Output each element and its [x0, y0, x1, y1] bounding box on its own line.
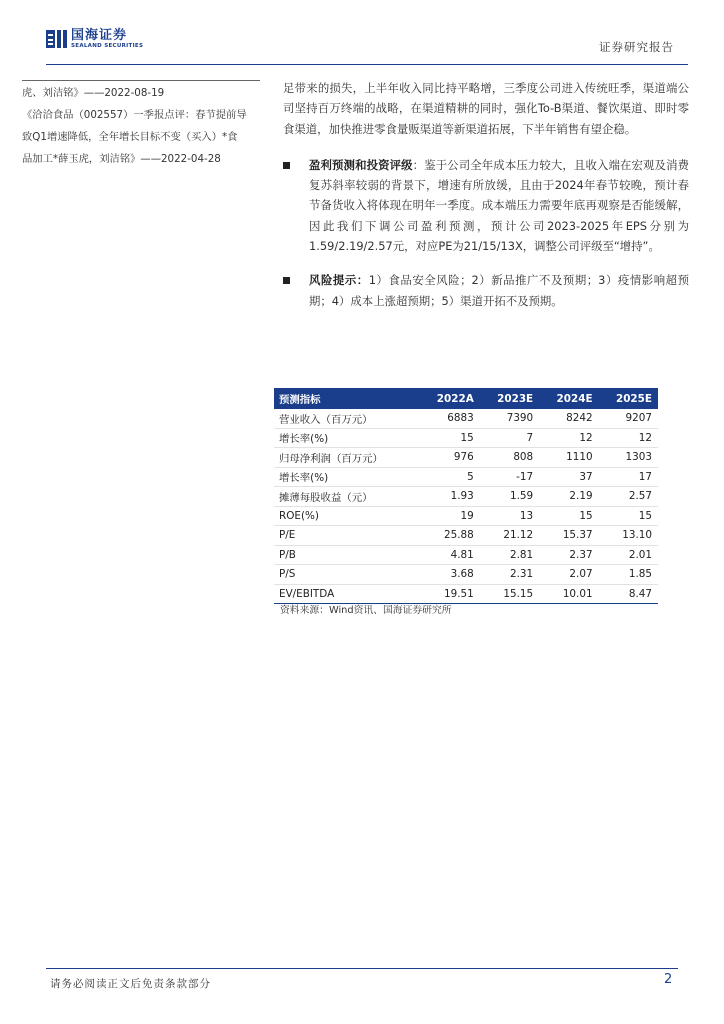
value-cell: 13	[480, 506, 539, 526]
value-cell: 1.93	[419, 487, 480, 507]
disclaimer-notice: 请务必阅读正文后免责条款部分	[50, 978, 211, 990]
value-cell: 15	[539, 506, 598, 526]
value-cell: 9207	[599, 409, 658, 428]
main-content	[283, 78, 689, 311]
table-row	[274, 448, 658, 468]
row-label-cell: P/S	[274, 565, 419, 585]
value-cell: 15	[599, 506, 658, 526]
column-header: 2022A	[419, 388, 480, 409]
column-header: 预测指标	[274, 388, 419, 409]
value-cell: 1.85	[599, 565, 658, 585]
value-cell: 2.01	[599, 545, 658, 565]
forecast-bullet	[283, 155, 689, 256]
table-row	[274, 545, 658, 565]
column-header: 2024E	[539, 388, 598, 409]
risk-text: 1）食品安全风险；2）新品推广不及预期；3）疫情影响超预期；4）成本上涨超预期；5）渠道开拓不及预期。	[309, 273, 689, 308]
value-cell: 12	[599, 428, 658, 448]
value-cell: 2.19	[539, 487, 598, 507]
column-header: 2023E	[480, 388, 539, 409]
value-cell: 17	[599, 467, 658, 487]
row-label-cell: 摊薄每股收益（元）	[274, 487, 419, 507]
value-cell: 25.88	[419, 526, 480, 546]
value-cell: 8242	[539, 409, 598, 428]
logo-name-cn: 国海证券	[71, 28, 128, 43]
value-cell: 7	[480, 428, 539, 448]
value-cell: 12	[539, 428, 598, 448]
page-header	[46, 26, 688, 66]
value-cell: 15	[419, 428, 480, 448]
risk-label: 风险提示：	[309, 273, 369, 288]
related-reports-sidebar	[22, 80, 262, 169]
value-cell: -17	[480, 467, 539, 487]
value-cell: 21.12	[480, 526, 539, 546]
forecast-text: ：鉴于公司全年成本压力较大，且收入端在宏观及消费复苏斜率较弱的背景下，增速有所放缓，且由于2024年春节较晚，预计春节备货收入将体现在明年一季度。成本端压力需要年底再观察是否能缓解，因此我们下调公司盈利预测，预计公司2023-2025年EPS分别为1.59/2.19/2.57元，对应PE为21/15/13X，调整公司评级至“增持”。	[309, 157, 689, 254]
sealand-logo-icon	[46, 28, 68, 50]
table-row	[274, 487, 658, 507]
report-type-label: 证券研究报告	[599, 40, 674, 54]
value-cell: 15.15	[480, 584, 539, 604]
value-cell: 2.57	[599, 487, 658, 507]
value-cell: 5	[419, 467, 480, 487]
row-label-cell: P/B	[274, 545, 419, 565]
value-cell: 37	[539, 467, 598, 487]
bullet-square-icon	[283, 277, 290, 284]
logo-name-en: SEALAND SECURITIES	[71, 43, 144, 49]
table-row	[274, 565, 658, 585]
table-row	[274, 526, 658, 546]
related-report-line: 《洽洽食品（002557）一季报点评：春节提前导	[22, 109, 247, 121]
value-cell: 19.51	[419, 584, 480, 604]
row-label-cell: ROE(%)	[274, 506, 419, 526]
forecast-label: 盈利预测和投资评级	[309, 157, 413, 172]
row-label-cell: 归母净利润（百万元）	[274, 448, 419, 468]
value-cell: 1.59	[480, 487, 539, 507]
table-row	[274, 467, 658, 487]
sidebar-divider	[22, 80, 260, 81]
page-number: 2	[664, 972, 673, 987]
value-cell: 19	[419, 506, 480, 526]
value-cell: 7390	[480, 409, 539, 428]
table-source-note: 资料来源：Wind资讯、国海证券研究所	[280, 605, 452, 616]
value-cell: 2.31	[480, 565, 539, 585]
row-label-cell: 增长率(%)	[274, 467, 419, 487]
risk-bullet	[283, 270, 689, 311]
row-label-cell: 营业收入（百万元）	[274, 409, 419, 428]
value-cell: 2.81	[480, 545, 539, 565]
row-label-cell: P/E	[274, 526, 419, 546]
value-cell: 10.01	[539, 584, 598, 604]
related-report-line: 致Q1增速降低，全年增长目标不变（买入）*食	[22, 131, 238, 143]
related-report-line: 品加工*薛玉虎，刘洁铭》——2022-04-28	[22, 153, 221, 165]
value-cell: 1110	[539, 448, 598, 468]
value-cell: 6883	[419, 409, 480, 428]
footer-divider	[46, 968, 678, 969]
header-divider	[46, 64, 688, 65]
related-report-line: 虎、刘洁铭》——2022-08-19	[22, 87, 165, 99]
bullet-square-icon	[283, 162, 290, 169]
summary-paragraph: 足带来的损失，上半年收入同比持平略增，三季度公司进入传统旺季，渠道端公司坚持百万终端的战略，在渠道精耕的同时，强化To-B渠道、餐饮渠道、即时零食渠道，加快推进零食量贩渠道等新渠道拓展，下半年销售有望企稳。	[283, 81, 689, 136]
value-cell: 2.07	[539, 565, 598, 585]
table-row	[274, 428, 658, 448]
column-header: 2025E	[599, 388, 658, 409]
value-cell: 3.68	[419, 565, 480, 585]
value-cell: 13.10	[599, 526, 658, 546]
value-cell: 808	[480, 448, 539, 468]
company-logo	[46, 28, 143, 50]
value-cell: 2.37	[539, 545, 598, 565]
forecast-table	[274, 388, 658, 604]
table-row	[274, 506, 658, 526]
value-cell: 1303	[599, 448, 658, 468]
value-cell: 976	[419, 448, 480, 468]
value-cell: 15.37	[539, 526, 598, 546]
value-cell: 4.81	[419, 545, 480, 565]
table-header-row	[274, 388, 658, 409]
table-row	[274, 409, 658, 428]
row-label-cell: 增长率(%)	[274, 428, 419, 448]
value-cell: 8.47	[599, 584, 658, 604]
table-row	[274, 584, 658, 604]
row-label-cell: EV/EBITDA	[274, 584, 419, 604]
